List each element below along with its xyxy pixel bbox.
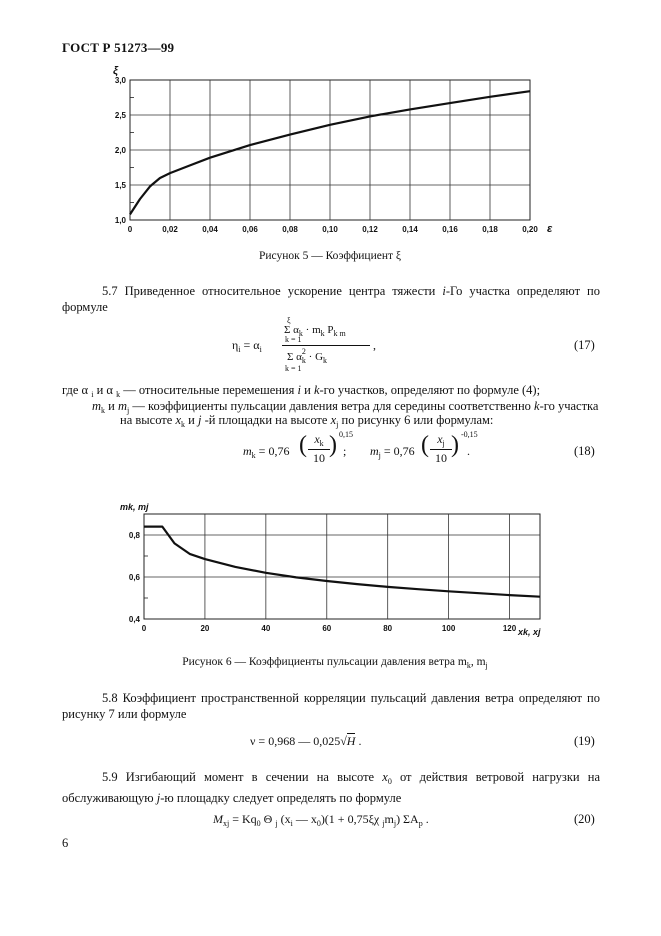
x-tick-label: 0 (141, 624, 147, 633)
x-axis-label: ε (547, 223, 553, 235)
equation-17-number: (17) (574, 338, 595, 352)
x-tick-label: 0,04 (202, 225, 218, 234)
equation-19: ν = 0,968 — 0,025√H . (250, 734, 362, 748)
equation-17: $\eta_i = \alpha_i$ ξ Σ $\alpha_k \cdot m_k$ $P_{k m}$ k = 1 Σ $\alpha^2_k \cdot G_k$ k = 1 , (232, 316, 376, 373)
figure-6-chart (110, 498, 560, 638)
y-tick-label: 0,4 (128, 615, 140, 624)
y-tick-label: 1,0 (114, 216, 126, 225)
x-tick-label: 0,06 (242, 225, 258, 234)
y-axis-label: mk, mj (120, 502, 149, 512)
x-tick-label: 0,14 (402, 225, 418, 234)
fraction-bar (282, 345, 370, 346)
y-tick-label: 2,5 (114, 111, 126, 120)
x-tick-label: 0,12 (362, 225, 378, 234)
x-axis-label: xk, xj (518, 627, 541, 637)
x-tick-label: 0,20 (522, 225, 538, 234)
series-line (144, 527, 540, 597)
x-tick-label: 60 (322, 624, 332, 633)
where-line-3: на высоте $x_k$ и j -й площадки на высоте $x_j$ по рисунку 6 или формулам: (120, 413, 494, 429)
page-number: 6 (62, 836, 69, 850)
where-line-1: где α $_i$ и α $_k$ — относительные перемешения i и k-го участков, определяют по формуле (4); (62, 383, 541, 399)
x-tick-label: 40 (261, 624, 271, 633)
x-tick-label: 0,16 (442, 225, 458, 234)
x-tick-label: 0 (127, 225, 133, 234)
y-tick-label: 3,0 (114, 76, 126, 85)
equation-18-number: (18) (574, 444, 595, 458)
plot-frame (144, 514, 540, 619)
equation-20: $M_{xj} = Kq_0$ Θ $_j$ ($x_i$ — $x_0)(1 + 0,75\xi\chi$ $_jm_j$) $\Sigma A_p$ . (213, 812, 429, 828)
x-tick-label: 0,08 (282, 225, 298, 234)
figure-5-caption: Рисунок 5 — Коэффициент ξ (258, 250, 402, 262)
x-tick-label: 100 (441, 624, 456, 633)
figure-5-chart (100, 62, 570, 247)
x-tick-label: 0,18 (482, 225, 498, 234)
y-tick-label: 1,5 (114, 181, 126, 190)
y-tick-label: 2,0 (114, 146, 126, 155)
document-header: ГОСТ Р 51273—99 (62, 40, 175, 55)
figure-6-caption: Рисунок 6 — Коэффициенты пульсации давления ветра $m_k$, $m_j$ (182, 656, 488, 670)
where-line-2: $m_k$ и $m_j$ — коэффициенты пульсации давления ветра для середины соответственно k-го участка (92, 399, 599, 415)
equation-18: $m_k = 0,76$ ( $x_k$ 10 ) 0,15 ; $m_j = 0,76$ ( $x_j$ 10 ) -0,15 (243, 430, 478, 465)
y-tick-label: 0,8 (128, 531, 140, 540)
equation-18-dot: . (467, 444, 470, 458)
x-tick-label: 20 (200, 624, 210, 633)
x-tick-label: 120 (502, 624, 517, 633)
paragraph-5-8: 5.8 Коэффициент пространственной корреляции пульсаций давления ветра определяют по рисунку 7 или формуле (62, 691, 600, 721)
equation-19-number: (19) (574, 734, 595, 748)
equation-20-number: (20) (574, 812, 595, 826)
y-tick-label: 0,6 (128, 573, 140, 582)
paragraph-5-9: 5.9 Изгибающий момент в сечении на высоте $x_0$ от действия ветровой нагрузки на обслуживающую j-ю площадку следует определять по формуле (62, 770, 600, 805)
x-tick-label: 80 (383, 624, 393, 633)
x-tick-label: 0,02 (162, 225, 178, 234)
y-axis-label: ξ (113, 65, 118, 77)
paragraph-5-7: 5.7 Приведенное относительное ускорение центра тяжести i-Го участка определяют по формуле (62, 284, 600, 314)
x-tick-label: 0,10 (322, 225, 338, 234)
